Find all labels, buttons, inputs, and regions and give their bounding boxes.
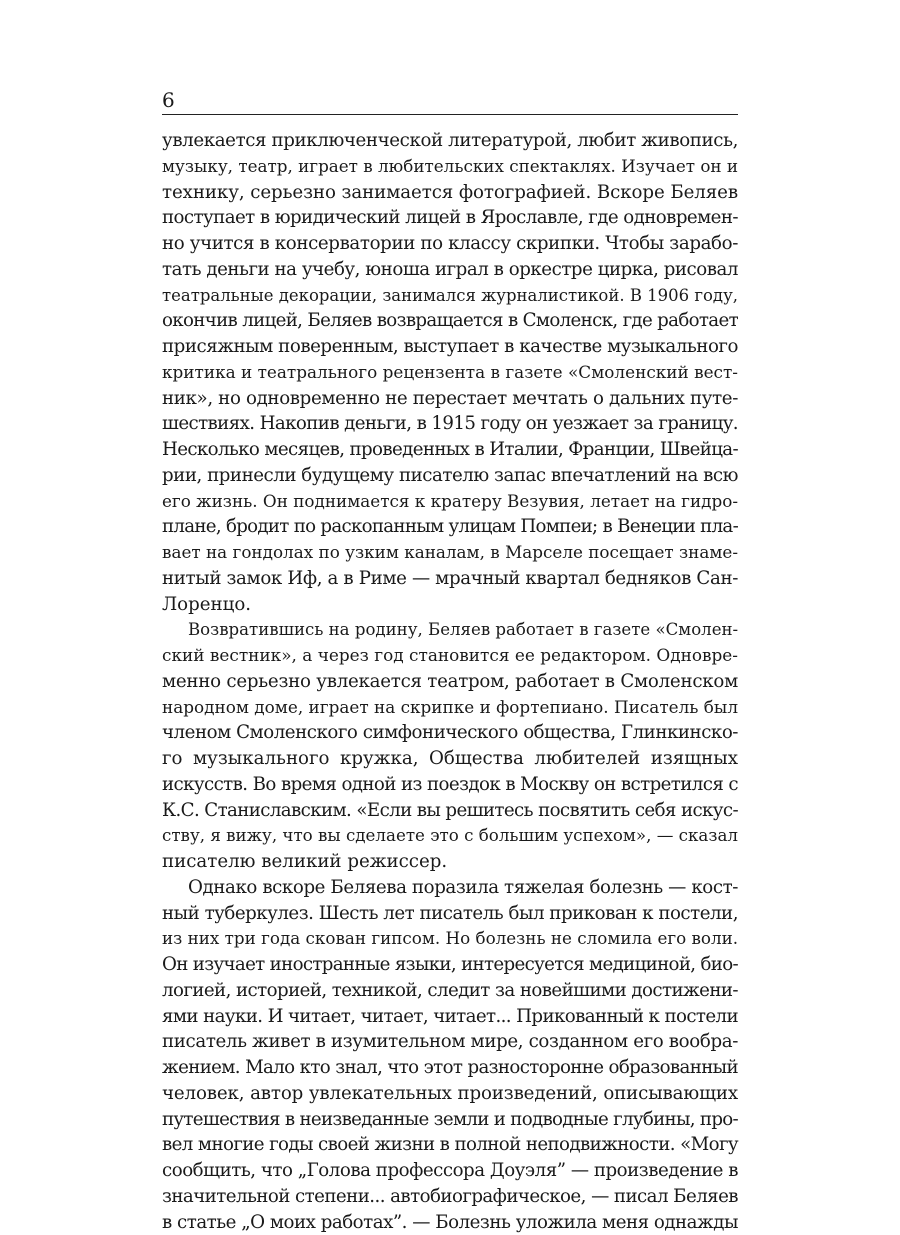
text-line: в статье „О моих работах”. — Болезнь уложила меня однажды (162, 1210, 738, 1235)
text-line: писателю великий режиссер. (162, 849, 738, 875)
text-line: ник», но одновременно не перестает мечтать о дальних путе- (162, 386, 738, 412)
text-line: рии, принесли будущему писателю запас впечатлений на всю (162, 463, 738, 489)
body-text (162, 128, 738, 1235)
text-line: Он изучает иностранные языки, интересуется медициной, био- (162, 952, 738, 978)
text-line: театральные декорации, занимался журналистикой. В 1906 году, (162, 283, 738, 309)
page-number: 6 (162, 88, 175, 112)
text-line: Несколько месяцев, проведенных в Италии, Франции, Швейца- (162, 437, 738, 463)
text-line: шествиях. Накопив деньги, в 1915 году он уезжает за границу. (162, 411, 738, 437)
text-line: членом Смоленского симфонического общества, Глинкинско- (162, 720, 738, 746)
text-line: Лоренцо. (162, 592, 738, 618)
text-line: искусств. Во время одной из поездок в Москву он встретился с (162, 772, 738, 798)
text-line: ству, я вижу, что вы сделаете это с большим успехом», — сказал (162, 823, 738, 849)
text-line: ный туберкулез. Шесть лет писатель был прикован к постели, (162, 901, 738, 927)
text-line: менно серьезно увлекается театром, работает в Смоленском (162, 669, 738, 695)
text-line: присяжным поверенным, выступает в качестве музыкального (162, 334, 738, 360)
text-line: логией, историей, техникой, следит за новейшими достижени- (162, 978, 738, 1004)
header-rule (162, 114, 738, 115)
text-line: увлекается приключенческой литературой, любит живопись, (162, 128, 738, 154)
text-line: писатель живет в изумительном мире, созданном его вообра- (162, 1029, 738, 1055)
text-line: но учится в консерватории по классу скрипки. Чтобы зарабо- (162, 231, 738, 257)
text-line: критика и театрального рецензента в газете «Смоленский вест- (162, 360, 738, 386)
text-line: вел многие годы своей жизни в полной неподвижности. «Могу (162, 1132, 738, 1158)
text-line: К.С. Станиславским. «Если вы решитесь посвятить себя искус- (162, 798, 738, 824)
text-line: из них три года скован гипсом. Но болезнь не сломила его воли. (162, 926, 738, 952)
text-line: ями науки. И читает, читает, читает... Прикованный к постели (162, 1004, 738, 1030)
text-line: народном доме, играет на скрипке и фортепиано. Писатель был (162, 695, 738, 721)
text-line: плане, бродит по раскопанным улицам Помпеи; в Венеции пла- (162, 514, 738, 540)
text-line: вает на гондолах по узким каналам, в Марселе посещает знаме- (162, 540, 738, 566)
text-line: Однако вскоре Беляева поразила тяжелая болезнь — кост- (162, 875, 738, 901)
text-line: музыку, театр, играет в любительских спектаклях. Изучает он и (162, 154, 738, 180)
text-line: Возвратившись на родину, Беляев работает в газете «Смолен- (162, 617, 738, 643)
text-line: путешествия в неизведанные земли и подводные глубины, про- (162, 1107, 738, 1133)
text-line: ский вестник», а через год становится ее редактором. Одновре- (162, 643, 738, 669)
text-line: нитый замок Иф, а в Риме — мрачный квартал бедняков Сан- (162, 566, 738, 592)
text-line: его жизнь. Он поднимается к кратеру Везувия, летает на гидро- (162, 489, 738, 515)
text-line: го музыкального кружка, Общества любителей изящных (162, 746, 738, 772)
text-line: жением. Мало кто знал, что этот разносторонне образованный (162, 1055, 738, 1081)
text-line: человек, автор увлекательных произведений, описывающих (162, 1081, 738, 1107)
text-line: поступает в юридический лицей в Ярославле, где одновремен- (162, 205, 738, 231)
text-line: технику, серьезно занимается фотографией. Вскоре Беляев (162, 180, 738, 206)
text-line: окончив лицей, Беляев возвращается в Смоленск, где работает (162, 308, 738, 334)
text-line: сообщить, что „Голова профессора Доуэля” — произведение в (162, 1158, 738, 1184)
text-line: значительной степени... автобиографическое, — писал Беляев (162, 1184, 738, 1210)
text-line: тать деньги на учебу, юноша играл в оркестре цирка, рисовал (162, 257, 738, 283)
